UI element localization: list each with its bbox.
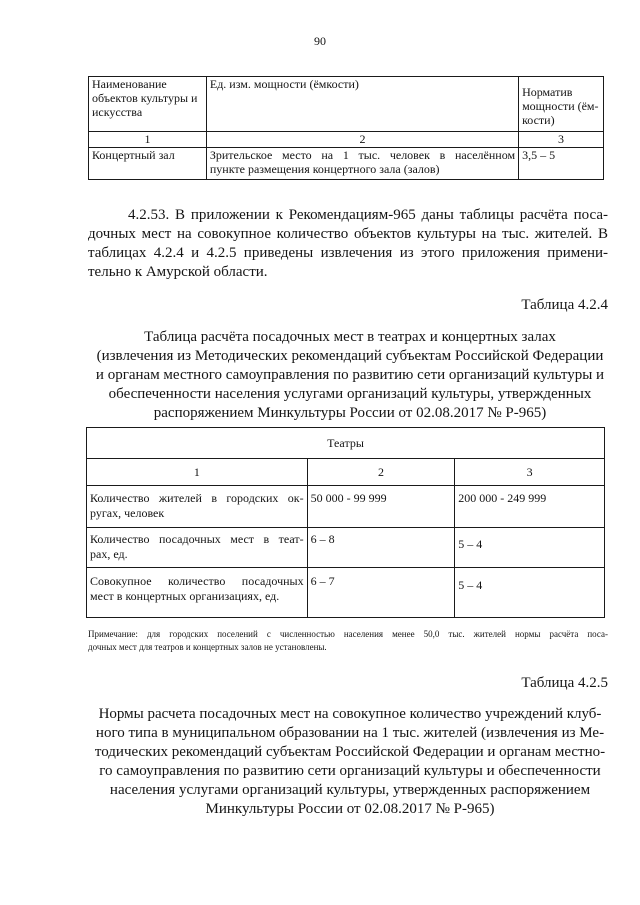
header-norm: Норматив мощности (ём-кости)	[519, 77, 604, 132]
row-label-line: Количество жителей в городских ок-	[90, 491, 304, 505]
title-line: го самоуправления по развитию сети организаций культуры и обеспеченности	[99, 763, 601, 779]
paragraph-line: таблицах 4.2.4 и 4.2.5 приведены извлечения из этого приложения примени-	[88, 245, 608, 261]
row-label	[87, 528, 308, 568]
column-number: 3	[455, 459, 605, 486]
row-value: 5 – 4	[455, 528, 605, 568]
row-unit-line: Зрительское место на 1 тыс. человек в населённом	[209, 148, 516, 162]
column-number: 2	[307, 459, 455, 486]
header-unit: Ед. изм. мощности (ёмкости)	[206, 77, 518, 132]
row-value: 200 000 - 249 999	[455, 486, 605, 528]
paragraph-line: дочных мест на совокупное количество объектов культуры на тыс. жителей. В	[88, 226, 608, 242]
row-label-line: рах, ед.	[90, 547, 128, 561]
table-note	[88, 628, 608, 654]
seats-table	[86, 427, 605, 618]
row-norm: 3,5 – 5	[519, 148, 604, 180]
paragraph-4-2-53	[88, 206, 608, 282]
table-row	[87, 568, 605, 618]
row-value: 50 000 - 99 999	[307, 486, 455, 528]
title-line: Минкультуры России от 02.08.2017 № Р-965)	[205, 801, 495, 817]
row-unit-line: пункте размещения концертного зала (залов)	[209, 162, 440, 176]
column-number: 2	[206, 132, 518, 148]
title-line: распоряжением Минкультуры России от 02.08.2017 № Р-965)	[153, 405, 547, 421]
capacity-table	[88, 76, 604, 180]
title-line: Нормы расчета посадочных мест на совокупное количество учреждений клуб-	[98, 706, 602, 722]
table-4-2-5-title	[78, 705, 622, 819]
row-label	[87, 486, 308, 528]
page-number: 90	[314, 34, 326, 48]
paragraph-line: тельно к Амурской области.	[88, 264, 268, 280]
row-label-line: мест в концертных организациях, ед.	[90, 589, 280, 603]
title-line: обеспеченности населения услугами организаций культуры, утвержденных	[108, 386, 592, 402]
row-label-line: Совокупное количество посадочных	[90, 574, 304, 588]
column-number: 1	[89, 132, 207, 148]
row-unit	[206, 148, 518, 180]
table-4-2-4-title	[80, 328, 620, 423]
paragraph-line: 4.2.53. В приложении к Рекомендациям-965 даны таблицы расчёта поса-	[128, 207, 608, 223]
title-line: Таблица расчёта посадочных мест в театрах и концертных залах	[144, 329, 556, 345]
note-line: дочных мест для театров и концертных залов не установлены.	[88, 642, 327, 652]
group-header-theaters: Театры	[87, 428, 605, 459]
table-row	[87, 528, 605, 568]
title-line: и органам местного самоуправления по развитию сети организаций культуры и	[95, 367, 605, 383]
row-name: Концертный зал	[89, 148, 207, 180]
row-label	[87, 568, 308, 618]
title-line: ного типа в муниципальном образовании на 1 тыс. жителей (извлечения из Ме-	[95, 725, 605, 741]
column-number: 3	[519, 132, 604, 148]
title-line: населения услугами организаций культуры, утвержденных распоряжением	[109, 782, 591, 798]
row-label-line: Количество посадочных мест в теат-	[90, 532, 304, 546]
row-value: 6 – 7	[307, 568, 455, 618]
table-4-2-5-label: Таблица 4.2.5	[521, 675, 608, 691]
row-value: 6 – 8	[307, 528, 455, 568]
row-value: 5 – 4	[455, 568, 605, 618]
title-line: (извлечения из Методических рекомендаций субъектам Российской Федерации	[96, 348, 604, 364]
title-line: тодических рекомендаций субъектам Российской Федерации и органам местно-	[94, 744, 606, 760]
note-line: Примечание: для городских поселений с численностью населения менее 50,0 тыс. жителей нормы расчёта поса-	[88, 629, 608, 639]
table-4-2-4-label: Таблица 4.2.4	[521, 297, 608, 313]
column-number: 1	[87, 459, 308, 486]
table-row	[87, 486, 605, 528]
header-object-name: Наименование объектов культуры и искусства	[89, 77, 207, 132]
row-label-line: ругах, человек	[90, 506, 165, 520]
